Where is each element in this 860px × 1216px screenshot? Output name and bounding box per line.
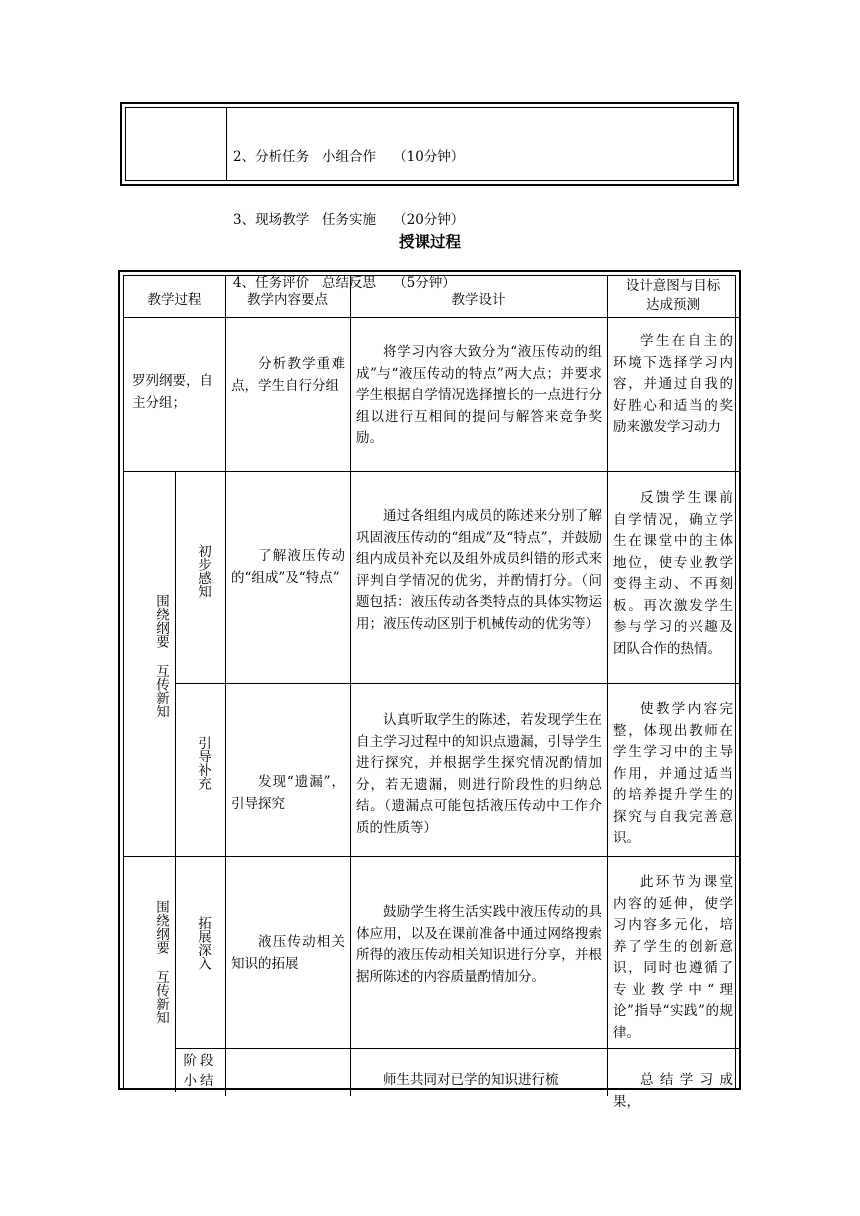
task-line: 3、现场教学 任务实施 （20分钟） (233, 212, 465, 228)
header-content: 教学内容要点 (247, 292, 328, 308)
row3-intent: 使教学内容完整，体现出教师在学生学习中的主导作用，并通过适当的培养提升学生的探究与自我完善意识。 (613, 701, 733, 846)
row1-intent: 学生在自主的环境下选择学习内容，并通过自我的好胜心和适当的奖励来激发学习动力 (613, 333, 733, 435)
header-design: 教学设计 (451, 292, 506, 308)
section-title: 授课过程 (398, 233, 461, 251)
col-divider (350, 276, 351, 1096)
row1-stage: 罗列纲要，自主分组； (132, 373, 213, 411)
row3-design: 认真听取学生的陈述，若发现学生在自主学习过程中的知识点遗漏，引导学生进行探究，并根据学生探究情况酌情加分，若无遗漏，则进行阶段性的归纳总结。（遗漏点可能包括液压传动中工作介质的性质等） (356, 712, 602, 836)
header-stage: 教学过程 (147, 292, 202, 308)
row4-stage: 拓展深入 (195, 916, 211, 970)
row4-design: 鼓励学生将生活实践中液压传动的具体应用，以及在课前准备中通过网络搜索所得的液压传动相关知识进行分享，并根据所陈述的内容质量酌情加分。 (356, 904, 602, 985)
col-divider-sub (175, 472, 176, 1092)
row5-stage: 阶段小结 (183, 1053, 217, 1089)
row-divider (175, 683, 739, 684)
process-table (118, 270, 741, 1110)
row5-intent: 总结学习成果， (613, 1072, 733, 1110)
row1-content: 分析教学重难点，学生自行分组 (231, 356, 345, 394)
header-intent: 设计意图与目标达成预测 (625, 278, 721, 313)
row-divider (124, 856, 739, 857)
col-divider (607, 276, 608, 1096)
row3-stage: 引导补充 (195, 736, 211, 790)
row-divider (124, 317, 739, 318)
row4-intent: 此环节为课堂内容的延伸，使学习内容多元化，培养了学生的创新意识，同时也遵循了专业教学中“理论”指导“实践”的规律。 (613, 874, 733, 1041)
col-divider (225, 276, 226, 1096)
row2-intent: 反馈学生课前自学情况，确立学生在课堂中的主体地位，使专业教学变得主动、不再刻板。再次激发学生参与学习的兴趣及团队合作的热情。 (613, 490, 733, 657)
row2-content: 了解液压传动的“组成”及“特点” (231, 548, 345, 586)
group-label: 围绕纲要 互传新知 (153, 900, 169, 1024)
top-table-divider (226, 108, 227, 180)
task-line: 2、分析任务 小组合作 （10分钟） (233, 149, 465, 165)
row5-design: 师生共同对已学的知识进行梳 (383, 1072, 559, 1088)
row1-design: 将学习内容大致分为“液压传动的组成”与“液压传动的特点”两大点；并要求学生根据自学情况选择擅长的一点进行分组以进行互相间的提问与解答来竞争奖励。 (356, 344, 602, 446)
task-line: 4、任务评价 总结反思 （5分钟） (233, 275, 456, 291)
row2-design: 通过各组组内成员的陈述来分别了解巩固液压传动的“组成”及“特点”，并鼓励组内成员补充以及组外成员纠错的形式来评判自学情况的优劣，并酌情打分。（问题包括：液压传动各类特点的具体实物运用；液压传动区别于机械传动的优劣等） (356, 508, 602, 632)
process-table-inner (123, 275, 736, 1110)
row4-content: 液压传动相关知识的拓展 (231, 934, 345, 972)
row-divider (124, 471, 739, 472)
row-divider (175, 1048, 739, 1049)
group-label: 围绕纲要 互传新知 (153, 594, 169, 718)
row2-stage: 初步感知 (195, 544, 211, 598)
row3-content: 发现“遗漏”，引导探究 (231, 774, 345, 812)
